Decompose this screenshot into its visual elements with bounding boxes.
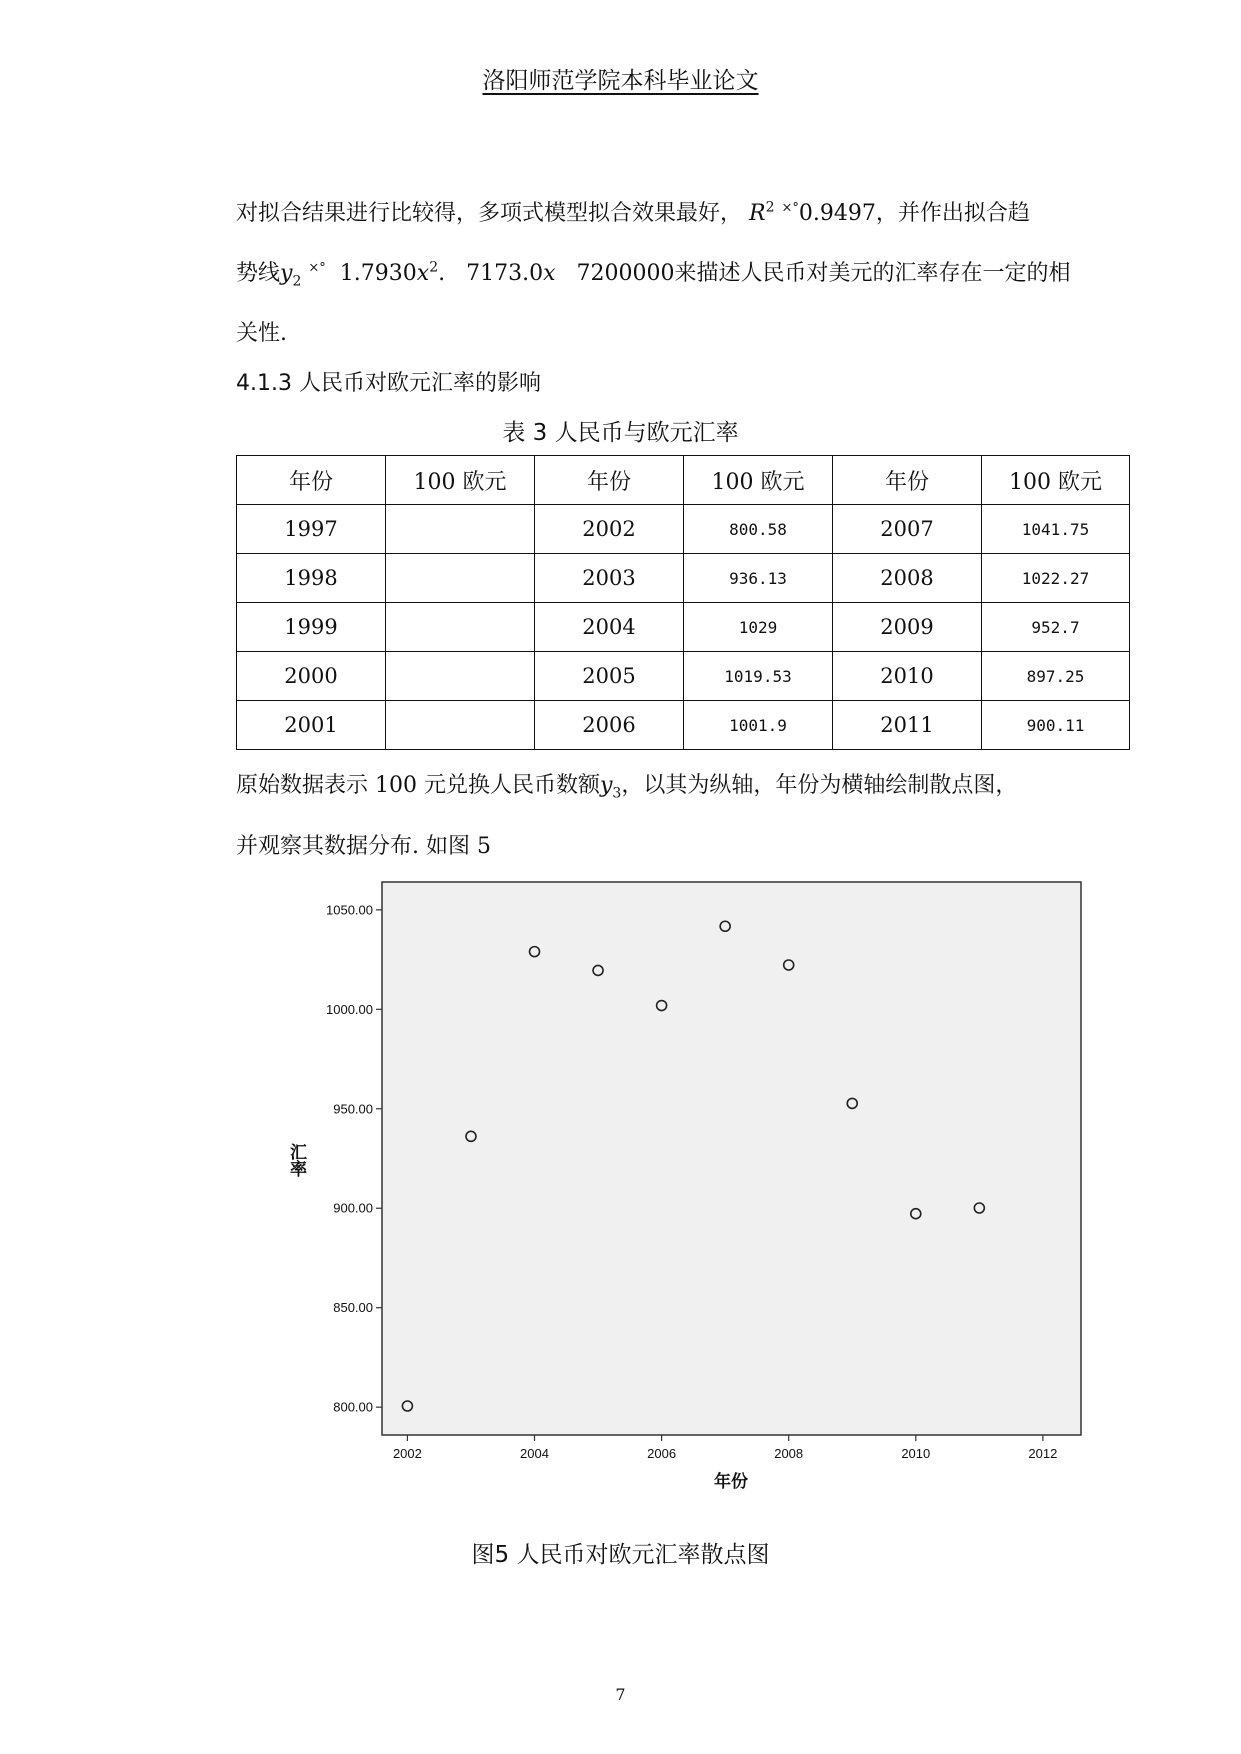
text-span: ，并作出拟合趋	[875, 201, 1030, 226]
table-cell: 2011	[833, 701, 982, 750]
table-cell: 2010	[833, 652, 982, 701]
table-cell: 1999	[237, 603, 386, 652]
y-tick-label: 800.00	[333, 1399, 373, 1415]
garbled-dot: .	[438, 261, 446, 286]
table-cell: 2001	[237, 701, 386, 750]
math-sup: 2	[429, 259, 439, 276]
table-cell: 2007	[833, 505, 982, 554]
x-tick-label: 2004	[520, 1446, 549, 1461]
header-cell: 100 欧元	[684, 456, 833, 505]
table-cell: 1029	[684, 603, 833, 652]
text-span: 并观察其数据分布. 如图 5	[236, 834, 491, 859]
text-span: 原始数据表示 100 元兑换人民币数额	[236, 773, 600, 798]
table-cell: 2004	[535, 603, 684, 652]
table-cell: 800.58	[684, 505, 833, 554]
table-cell: 2000	[237, 652, 386, 701]
y-tick-label: 900.00	[333, 1200, 373, 1216]
page-number: 7	[615, 1685, 626, 1704]
math-sup: 2	[765, 199, 775, 216]
x-axis-label: 年份	[714, 1472, 748, 1492]
math-sub: 3	[612, 785, 622, 802]
x-axis-ticks	[393, 1435, 1057, 1461]
math-r: R	[749, 201, 766, 226]
table-cell: 2005	[535, 652, 684, 701]
header-cell: 100 欧元	[386, 456, 535, 505]
garbled-symbol: ×°	[781, 200, 799, 216]
math-coef: 7173.0	[466, 261, 544, 286]
header-cell: 年份	[237, 456, 386, 505]
table-cell: 900.11	[982, 701, 1130, 750]
text-span: 关性.	[236, 321, 287, 346]
garbled-symbol: ×°	[308, 260, 326, 276]
header-cell: 100 欧元	[982, 456, 1130, 505]
math-sub: 2	[292, 273, 302, 290]
table-cell: 2003	[535, 554, 684, 603]
table-cell: 1022.27	[982, 554, 1130, 603]
header-cell: 年份	[535, 456, 684, 505]
table-caption: 表 3 人民币与欧元汇率	[502, 420, 739, 446]
table-cell: 2009	[833, 603, 982, 652]
x-tick-label: 2006	[647, 1446, 677, 1461]
x-tick-label: 2002	[392, 1446, 422, 1461]
y-axis-label: 汇率	[286, 1143, 306, 1177]
text-span: 来描述人民币对美元的汇率存在一定的相	[674, 261, 1071, 286]
math-y: y	[599, 773, 613, 798]
x-tick-label: 2010	[901, 1446, 931, 1461]
table-cell: 1997	[237, 505, 386, 554]
y-axis-ticks	[326, 902, 382, 1414]
table-cell: 2008	[833, 554, 982, 603]
x-tick-label: 2008	[774, 1446, 804, 1461]
text-span: ，以其为纵轴，年份为横轴绘制散点图，	[621, 773, 1018, 798]
math-coef: 7200000	[576, 261, 675, 286]
y-tick-label: 950.00	[333, 1101, 373, 1117]
table-cell: 897.25	[982, 652, 1130, 701]
table-cell: 952.7	[982, 603, 1130, 652]
text-span: 对拟合结果进行比较得，多项式模型拟合效果最好，	[236, 201, 743, 226]
page-header: 洛阳师范学院本科毕业论文	[482, 68, 759, 94]
math-x: x	[543, 261, 556, 286]
table-cell: 1998	[237, 554, 386, 603]
header-cell: 年份	[833, 456, 982, 505]
x-tick-label: 2012	[1028, 1446, 1058, 1461]
y-tick-label: 1000.00	[326, 1001, 373, 1017]
table-cell: 1019.53	[684, 652, 833, 701]
math-value: 0.9497	[798, 201, 876, 226]
text-span: 势线	[236, 261, 281, 286]
math-x: x	[416, 261, 430, 286]
math-y: y	[280, 261, 293, 286]
table-cell: 1001.9	[684, 701, 833, 750]
table-cell: 1041.75	[982, 505, 1130, 554]
y-tick-label: 850.00	[333, 1300, 373, 1316]
table-cell: 2002	[535, 505, 684, 554]
table-cell: 2006	[535, 701, 684, 750]
plot-area	[382, 882, 1081, 1435]
math-coef: 1.7930	[339, 261, 417, 286]
section-title: 4.1.3 人民币对欧元汇率的影响	[236, 371, 541, 396]
table-cell: 936.13	[684, 554, 833, 603]
figure-caption: 图5 人民币对欧元汇率散点图	[471, 1542, 770, 1568]
y-tick-label: 1050.00	[326, 902, 373, 918]
